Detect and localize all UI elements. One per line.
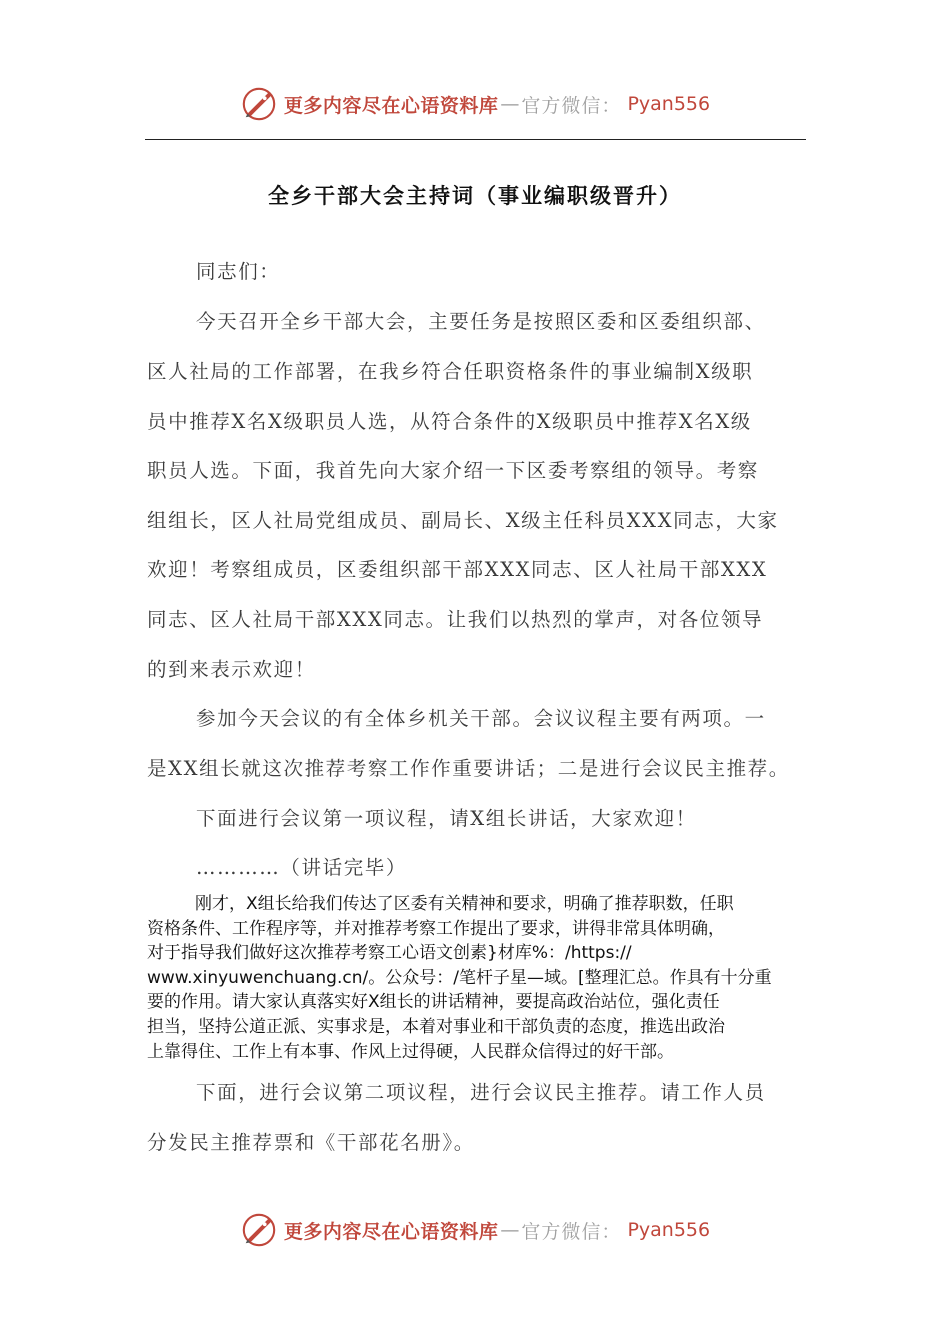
dense-line: 担当，坚持公道正派、实事求是，本着对事业和干部负责的态度，推选出政治 (147, 1016, 725, 1037)
body-line: 今天召开全乡干部大会，主要任务是按照区委和区委组织部、 (196, 310, 766, 333)
summary-paragraph (147, 892, 809, 1064)
body-line: 的到来表示欢迎！ (147, 658, 316, 681)
header-divider (145, 139, 806, 140)
dense-line: 资格条件、工作程序等，并对推荐考察工作提出了要求，讲得非常具体明确， (147, 918, 725, 939)
speech-finished-line: …………（讲话完毕） (196, 856, 407, 879)
footer-banner (0, 1208, 950, 1252)
body-line: 区人社局的工作部署，在我乡符合任职资格条件的事业编制X级职 (147, 360, 754, 383)
banner-dash: — (500, 93, 520, 115)
closing-line: 分发民主推荐票和《干部花名册》。 (147, 1131, 475, 1154)
banner-official-label: 官方微信： (521, 1220, 622, 1243)
header-banner (0, 82, 950, 126)
banner-brand-text: 更多内容尽在心语资料库 (283, 1220, 499, 1243)
body-line: 员中推荐X名X级职员人选，从符合条件的X级职员中推荐X名X级 (147, 410, 752, 433)
banner-brand-text: 更多内容尽在心语资料库 (283, 94, 499, 117)
body-line: 是XX组长就这次推荐考察工作作重要讲话；二是进行会议民主推荐。 (147, 757, 790, 780)
pen-logo-icon (240, 85, 278, 123)
body-line: 组组长，区人社局党组成员、副局长、X级主任科员XXX同志，大家 (147, 509, 779, 532)
pen-logo-icon (240, 1211, 278, 1249)
body-line: 职员人选。下面，我首先向大家介绍一下区委考察组的领导。考察 (147, 459, 759, 482)
body-line: 下面进行会议第一项议程，请X组长讲话，大家欢迎！ (196, 807, 697, 830)
banner-dash: — (500, 1219, 520, 1241)
banner-official-label: 官方微信： (521, 94, 622, 117)
dense-line: 上靠得住、工作上有本事、作风上过得硬，人民群众信得过的好干部。 (147, 1041, 674, 1062)
dense-line: 刚才，X组长给我们传达了区委有关精神和要求，明确了推荐职数，任职 (195, 894, 734, 914)
body-line: 参加今天会议的有全体乡机关干部。会议议程主要有两项。一 (196, 707, 766, 730)
banner-wechat-id: Pyan556 (627, 93, 711, 115)
document-title: 全乡干部大会主持词（事业编职级晋升） (268, 184, 682, 208)
salutation-line: 同志们： (196, 260, 281, 283)
body-line: 同志、区人社局干部XXX同志。让我们以热烈的掌声，对各位领导 (147, 608, 764, 631)
closing-line: 下面，进行会议第二项议程，进行会议民主推荐。请工作人员 (196, 1081, 766, 1104)
body-line: 欢迎！考察组成员，区委组织部干部XXX同志、区人社局干部XXX (147, 558, 768, 581)
dense-line: 要的作用。请大家认真落实好X组长的讲话精神，要提高政治站位，强化责任 (147, 992, 720, 1013)
banner-wechat-id: Pyan556 (627, 1219, 711, 1241)
dense-line: www.xinyuwenchuang.cn/。公众号：/笔杆子星—域。[整理汇总。作具有十分重 (147, 967, 772, 988)
dense-line: 对于指导我们做好这次推荐考察工心语文创素}材库%：/https:// (147, 943, 632, 964)
